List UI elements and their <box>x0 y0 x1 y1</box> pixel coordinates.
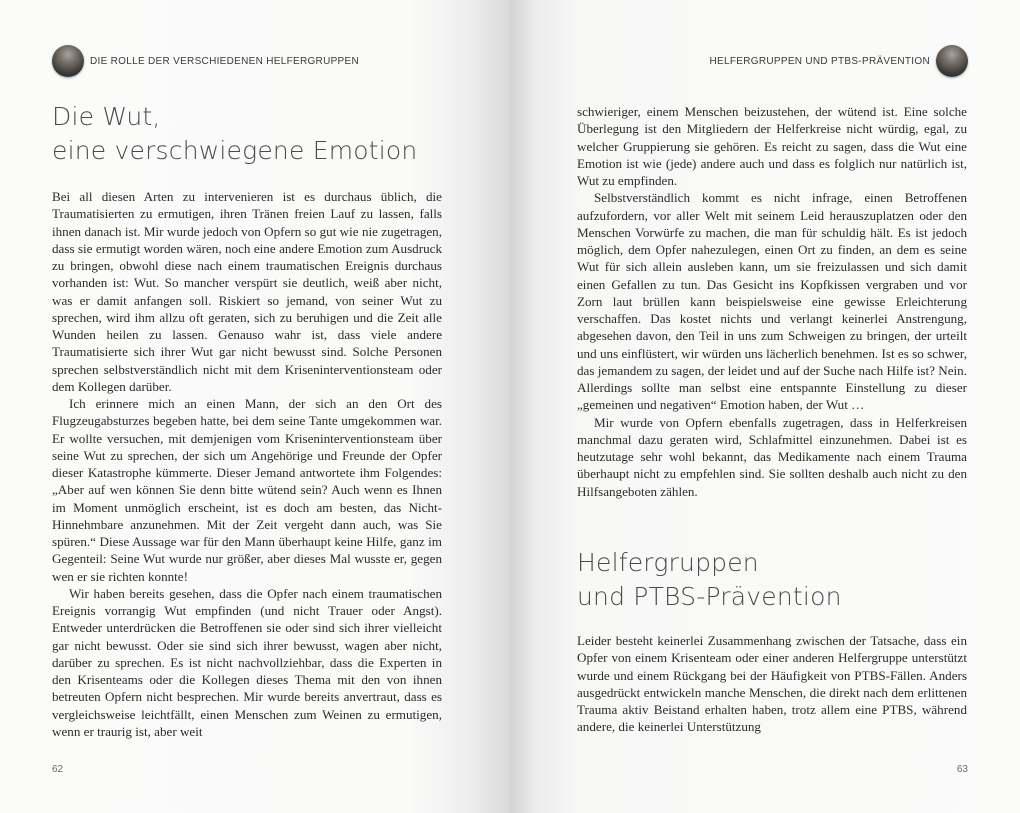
chapter-title-line1: Die Wut, <box>52 102 161 131</box>
right-paragraph-2: Selbstverständlich kommt es nicht infrage, einen Betroffenen aufzufordern, vor aller Welt mit seinem Leid herauszuplatzen oder den Menschen Vorwürfe zu machen, die man für schuldig hält. Es ist jedoch möglich, dem Opfer nahezulegen, einen Ort zu finden, an dem es seine Wut für sich allein ausleben kann, um sie freizulassen und sich damit einen Gefallen zu tun. Das Gesicht ins Kopfkissen vergraben und vor Zorn laut brüllen kann beispielsweise eine gewisse Erleichterung verschaffen. Das kostet nichts und verlangt keinerlei Anstrengung, abgesehen davon, den Teil in uns zum Schweigen zu bringen, der urteilt und uns einflüstert, wir würden uns lächerlich benehmen. Ist es so schwer, das jemandem zu sagen, der leidet und auf der Suche nach Hilfe ist? Nein. Allerdings sollte man selbst eine entspannte Einstellung zu dieser „gemeinen und negativen“ Emotion haben, der Wut … <box>577 190 967 413</box>
left-body-text <box>52 188 442 740</box>
right-body-text <box>577 103 967 500</box>
section-paragraph: Leider besteht keinerlei Zusammenhang zwischen der Tatsache, dass ein Opfer von einem Krisenteam oder einer anderen Helfergruppe unterstützt wurde und einem Rückgang bei der Häufigkeit von PTBS-Fällen. Anders ausgedrückt entwickeln manche Menschen, die direkt nach dem erlittenen Trauma aktiv Beistand erhalten haben, trotz allem eine PTBS, während andere, die keinerlei Unterstützung <box>577 633 967 735</box>
running-head-left <box>52 45 359 77</box>
right-paragraph-3: Mir wurde von Opfern ebenfalls zugetragen, dass in Helferkreisen manchmal dazu geraten wird, Schlafmittel einzunehmen. Dabei ist es heutzutage sehr wohl bekannt, das Medikamente nach einem Trauma überhaupt nicht zu empfehlen sind. Sie sollten deshalb auch nicht zu den Hilfsangeboten zählen. <box>577 414 967 499</box>
section-title-line1: Helfergruppen <box>577 548 759 577</box>
running-head-right <box>710 45 969 77</box>
page-number-left: 62 <box>52 764 64 775</box>
section-title <box>577 546 842 614</box>
left-paragraph-3: Wir haben bereits gesehen, dass die Opfer nach einem traumatischen Ereignis vorrangig Wut empfinden (und nicht Trauer oder Angst). Entweder unterdrücken die Betroffenen sie oder sind sich ihrer vielleicht gar nicht bewusst. Oder sie sind sich ihrer bewusst, wagen aber nicht, darüber zu sprechen. Es ist nicht nachvollziehbar, dass die Experten in den Krisenteams oder die Kollegen dieses Thema mit den von ihnen betreuten Opfern nicht besprechen. Mir wurde bereits anvertraut, dass es vergleichsweise leichtfällt, einen Menschen zum Weinen zu ermutigen, wenn er traurig ist, aber weit <box>52 585 442 739</box>
left-paragraph-2: Ich erinnere mich an einen Mann, der sich an den Ort des Flugzeugabsturzes begeben hatte, bei dem seine Tante umgekommen war. Er wollte versuchen, mit demjenigen vom Kriseninterventionsteam über seine Wut zu sprechen, der sich um Angehörige und Freunde der Opfer dieser Katastrophe kümmerte. Dieser Jemand antwortete ihm Folgendes: „Aber auf wen können Sie denn bitte wütend sein? Auch wenn es Ihnen im Moment unmöglich erscheint, ist es doch am besten, das Nicht-Hinnehmbare anzunehmen. Mit der Zeit vergeht dann auch, was Sie spüren.“ Diese Aussage war für den Mann überhaupt keine Hilfe, ganz im Gegenteil: Seine Wut wurde nur größer, aber dieses Mal wusste er, gegen wen er sie richten konnte! <box>52 396 442 584</box>
chapter-orb-icon <box>936 45 968 77</box>
chapter-orb-icon <box>52 45 84 77</box>
section-body-text <box>577 632 967 736</box>
right-paragraph-1: schwieriger, einem Menschen beizustehen, der wütend ist. Eine solche Überlegung ist den Mitgliedern der Helferkreise nicht würdig, egal, zu welcher Gruppierung sie gehören. Es reicht zu sagen, dass die Wut eine Emotion ist wie (jede) andere auch und dass es folglich nur natürlich ist, Wut zu empfinden. <box>577 104 967 188</box>
running-head-right-text: HELFERGRUPPEN UND PTBS-PRÄVENTION <box>709 55 930 67</box>
chapter-title-line2: eine verschwiegene Emotion <box>52 136 418 165</box>
page-number-right: 63 <box>956 764 968 775</box>
chapter-title <box>52 100 417 168</box>
right-page <box>510 0 1020 813</box>
section-title-line2: und PTBS-Prävention <box>577 582 842 611</box>
running-head-left-text: DIE ROLLE DER VERSCHIEDENEN HELFERGRUPPEN <box>90 55 360 67</box>
left-paragraph-1: Bei all diesen Arten zu intervenieren ist es durchaus üblich, die Traumatisierten zu ermutigen, ihren Tränen freien Lauf zu lassen, falls ihnen danach ist. Mir wurde jedoch von Opfern so gut wie nie zugetragen, dass sie ermutigt worden wären, noch eine andere Emotion zum Ausdruck zu bringen, obwohl diese nach einem traumatischen Ereignis durchaus vorhanden ist: Wut. So mancher verspürt sie deutlich, weiß aber nicht, was er damit anfangen soll. Riskiert so jemand, von seiner Wut zu sprechen, wird ihm allzu oft geraten, sich zu beruhigen und die Zeit alle Wunden heilen zu lassen. Genauso wahr ist, dass viele andere Traumatisierte sich ihrer Wut gar nicht bewusst sind. Solche Personen sprechen selbstverständlich nicht mit dem Kriseninterventionsteam oder dem Kollegen darüber. <box>52 189 442 394</box>
